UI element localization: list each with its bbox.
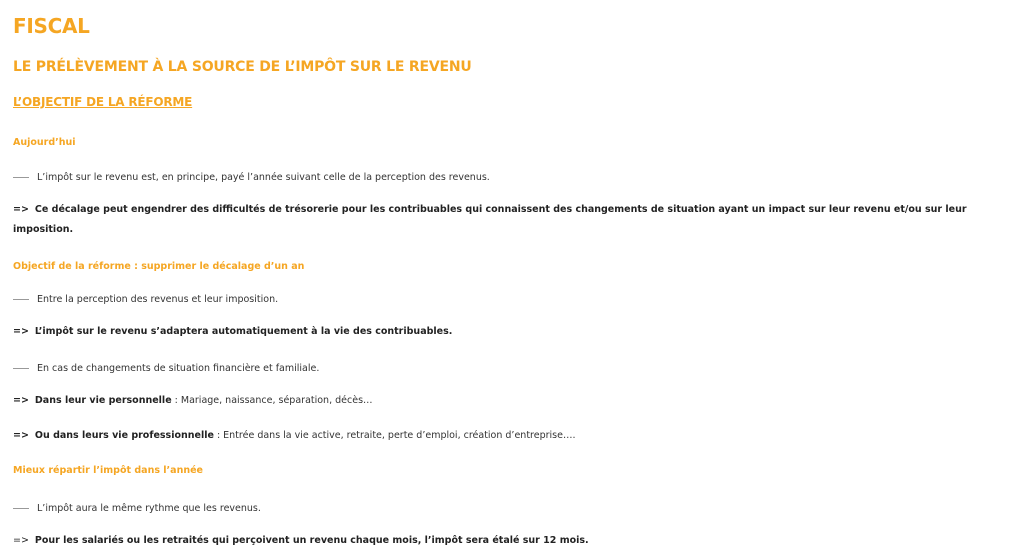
page-title: FISCAL <box>13 14 90 38</box>
today-heading: Aujourd’hui <box>13 137 76 148</box>
objective-item <box>13 294 278 305</box>
personal-life-line <box>13 391 1013 411</box>
arrow-icon: => <box>13 204 29 215</box>
personal-life-text: : Mariage, naissance, séparation, décès… <box>171 395 373 406</box>
professional-life-label: Ou dans leurs vie professionnelle <box>34 430 214 441</box>
arrow-icon: => <box>13 395 29 406</box>
objective-heading: Objectif de la réforme : supprimer le décalage d’un an <box>13 261 305 272</box>
dash-bullet-icon <box>13 508 29 509</box>
personal-life-label: Dans leur vie personnelle <box>34 395 172 406</box>
spread-conclusion <box>13 531 1013 551</box>
dash-bullet-icon <box>13 177 29 178</box>
today-conclusion-text: Ce décalage peut engendrer des difficultés de trésorerie pour les contribuables qui connaissent des changements de situation ayant un impact sur leur revenu et/ou sur leur imposition. <box>13 204 967 235</box>
professional-life-text: : Entrée dans la vie active, retraite, perte d’emploi, création d’entreprise…. <box>213 430 576 441</box>
arrow-icon: => <box>13 326 29 337</box>
today-item-text: L’impôt sur le revenu est, en principe, payé l’année suivant celle de la perception des revenus. <box>37 172 490 183</box>
spread-item-text: L’impôt aura le même rythme que les revenus. <box>37 503 261 514</box>
today-item <box>13 172 490 183</box>
professional-life-line <box>13 426 1013 446</box>
dash-bullet-icon <box>13 368 29 369</box>
objective-conclusion-text: L’impôt sur le revenu s’adaptera automatiquement à la vie des contribuables. <box>34 326 453 337</box>
spread-conclusion-text: Pour les salariés ou les retraités qui perçoivent un revenu chaque mois, l’impôt sera étalé sur 12 mois. <box>34 535 589 546</box>
section-title: L’OBJECTIF DE LA RÉFORME <box>13 95 193 109</box>
changes-item <box>13 363 319 374</box>
article-subtitle: LE PRÉLÈVEMENT À LA SOURCE DE L’IMPÔT SUR LE REVENU <box>13 59 472 75</box>
changes-item-text: En cas de changements de situation financière et familiale. <box>37 363 320 374</box>
dash-bullet-icon <box>13 299 29 300</box>
objective-item-text: Entre la perception des revenus et leur imposition. <box>37 294 279 305</box>
today-conclusion <box>13 200 1013 240</box>
spread-heading: Mieux répartir l’impôt dans l’année <box>13 465 203 476</box>
arrow-icon: => <box>13 430 29 441</box>
objective-conclusion <box>13 322 1013 342</box>
spread-item <box>13 503 261 514</box>
arrow-icon: => <box>13 535 29 546</box>
